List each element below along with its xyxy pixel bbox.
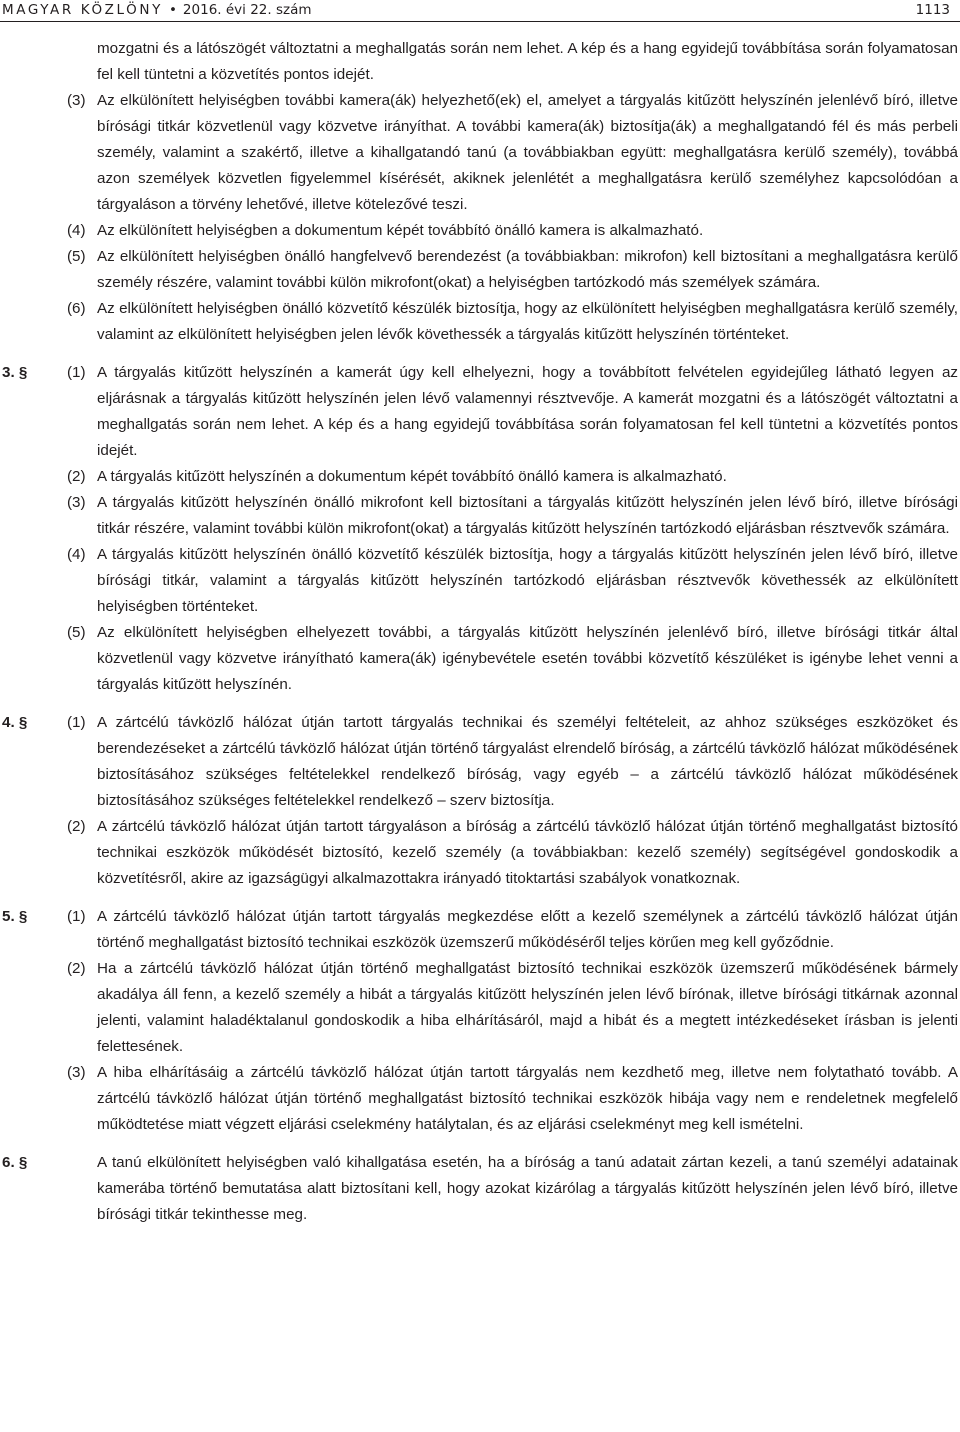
paragraph (0, 904, 958, 956)
paragraph (0, 710, 958, 814)
section-3 (0, 360, 958, 698)
paragraph-text: Az elkülönített helyiségben elhelyezett további, a tárgyalás kitűzött helyszínén jelenlévő bíró, illetve bírósági titkár által közvetlenül vagy közvetve irányítható kamera(ák) igénybevétele esetén további közvetítő készüléket is igénybe lehet venni a tárgyalás kitűzött helyszínén. (97, 624, 958, 693)
section-label: 3. § (2, 364, 28, 381)
paragraph-number: (3) (67, 92, 86, 109)
paragraph-text: A hiba elhárításáig a zártcélú távközlő hálózat útján tartott tárgyalás nem kezdhető meg, illetve nem folytatható tovább. A zártcélú távközlő hálózat útján történő meghallgatást biztosító technikai eszközök hibája vagy nem e rendeletnek megfelelő működtetése miatt végzett eljárási cselekmény hatálytalan, és az eljárási cselekményt meg kell ismételni. (97, 1064, 958, 1133)
paragraph-number: (2) (67, 468, 86, 485)
page-number: 1113 (915, 2, 950, 18)
paragraph (0, 296, 958, 348)
paragraph (0, 360, 958, 464)
paragraph (0, 542, 958, 620)
paragraph-text: A tárgyalás kitűzött helyszínén a dokumentum képét továbbító önálló kamera is alkalmazható. (97, 468, 727, 485)
paragraph-number: (3) (67, 494, 86, 511)
paragraph-number: (1) (67, 364, 86, 381)
paragraph (0, 88, 958, 218)
header-left (2, 2, 312, 18)
journal-title: MAGYAR KÖZLÖNY (2, 2, 163, 18)
paragraph-text: A tárgyalás kitűzött helyszínén önálló mikrofont kell biztosítani a tárgyalás kitűzött helyszínén jelen lévő bíró, illetve bírósági titkár részére, valamint további külön mikrofont(okat) a tárgyalás kitűzött helyszínén tartózkodó eljárásban résztvevők számára. (97, 494, 958, 537)
paragraph-number: (4) (67, 546, 86, 563)
section-4 (0, 710, 958, 892)
paragraph-number: (1) (67, 908, 86, 925)
paragraph-text: A zártcélú távközlő hálózat útján tartott tárgyaláson a bíróság a zártcélú távközlő hálózat útján történő meghallgatást biztosító technikai eszközök működését biztosító, kezelő személy (a továbbiakban: kezelő személy) segítségével gondoskodik a közvetítésről, akire az igazságügyi alkalmazottakra irányadó titoktartási szabályok vonatkoznak. (97, 818, 958, 887)
section-5 (0, 904, 958, 1138)
paragraph (0, 218, 958, 244)
paragraph-text: Az elkülönített helyiségben önálló hangfelvevő berendezést (a továbbiakban: mikrofon) kell biztosítani a meghallgatásra kerülő személy részére, valamint további külön mikrofont(okat) a helyiségben tartózkodó más személyek számára. (97, 248, 958, 291)
paragraph (0, 244, 958, 296)
paragraph-text: A tárgyalás kitűzött helyszínén önálló közvetítő készülék biztosítja, hogy a tárgyalás kitűzött helyszínén jelen lévő bíró, illetve bírósági titkár, valamint a tárgyalás kitűzött helyszínén tartózkodó eljárásban résztvevők követhessék az elkülönített helyiségben történteket. (97, 546, 958, 615)
paragraph-number: (2) (67, 818, 86, 835)
document-body (0, 36, 958, 1228)
section-label: 5. § (2, 908, 28, 925)
paragraph (0, 956, 958, 1060)
paragraph-text: A zártcélú távközlő hálózat útján tartott tárgyalás technikai és személyi feltételeit, az ahhoz szükséges eszközöket és berendezéseket a zártcélú távközlő hálózat útján történő tárgyalást elrendelő bíróság, a zártcélú távközlő hálózat működésének biztosításához szükséges feltételekkel rendelkező bíróság, vagy egyéb – a zártcélú távközlő hálózat működésének biztosításához szükséges feltételekkel rendelkező – szerv biztosítja. (97, 714, 958, 809)
header-rule (0, 21, 960, 22)
issue-date: 2016. évi 22. szám (182, 2, 312, 18)
paragraph-text: mozgatni és a látószögét változtatni a meghallgatás során nem lehet. A kép és a hang egyidejű továbbítása során folyamatosan fel kell tüntetni a közvetítés pontos idejét. (97, 40, 958, 83)
section-6 (0, 1150, 958, 1228)
paragraph-number: (5) (67, 248, 86, 265)
paragraph (0, 490, 958, 542)
paragraph-text: A zártcélú távközlő hálózat útján tartott tárgyalás megkezdése előtt a kezelő személynek a zártcélú távközlő hálózat útján történő meghallgatást biztosító technikai eszközök üzemszerű működéséről teljes körűen meg kell győződnie. (97, 908, 958, 951)
intro-continuation (0, 36, 958, 88)
paragraph-number: (6) (67, 300, 86, 317)
paragraph-text: A tanú elkülönített helyiségben való kihallgatása esetén, ha a bíróság a tanú adatait zártan kezeli, a tanú személyi adatainak kamerába történő bemutatása alatt biztosítani kell, hogy azokat kizárólag a tárgyalás kitűzött helyszínén jelen lévő bíró, illetve bírósági titkár tekinthesse meg. (97, 1154, 958, 1223)
paragraph (0, 1150, 958, 1228)
paragraph-text: Ha a zártcélú távközlő hálózat útján történő meghallgatást biztosító technikai eszközök üzemszerű működésének bármely akadálya áll fenn, a kezelő személy a hibát a tárgyalás kitűzött helyszínén jelen lévő bírónak, illetve bírósági titkárnak azonnal jelenti, valamint haladéktalanul gondoskodik a hiba elhárításáról, majd a hibát és a megtett intézkedéseket írásban is jelenti felettesének. (97, 960, 958, 1055)
paragraph (0, 814, 958, 892)
paragraph-text: Az elkülönített helyiségben további kamera(ák) helyezhető(ek) el, amelyet a tárgyalás kitűzött helyszínén jelenlévő bíró, illetve bírósági titkár közvetlenül vagy közvetve irányíthat. A további kamera(ák) biztosítja(ák) a meghallgatandó fél és más perbeli személy, valamint a szakértő, illetve a kihallgatandó tanú (a továbbiakban együtt: meghallgatásra kerülő személy), továbbá azon személyek közvetlen figyelemmel kísérését, akiknek jelenlétét a meghallgatásra kerülő személyhez kapcsolódóan a tárgyaláson a törvény lehetővé, illetve kötelezővé teszi. (97, 92, 958, 213)
paragraph-number: (4) (67, 222, 86, 239)
bullet-separator: • (168, 2, 177, 18)
paragraph-text: Az elkülönített helyiségben önálló közvetítő készülék biztosítja, hogy az elkülönített helyiségben meghallgatásra kerülő személy, valamint az elkülönített helyiségben jelen lévők követhessék a tárgyalás kitűzött helyszínén történteket. (97, 300, 958, 343)
paragraph-text: A tárgyalás kitűzött helyszínén a kamerát úgy kell elhelyezni, hogy a továbbított felvételen egyidejűleg látható legyen az eljárásnak a tárgyalás kitűzött helyszínén jelen lévő valamennyi résztvevője. A kamerát mozgatni és a látószögét változtatni a meghallgatás során nem lehet. A kép és a hang egyidejű továbbítása során folyamatosan fel kell tüntetni a közvetítés pontos idejét. (97, 364, 958, 459)
section-label: 6. § (2, 1154, 28, 1171)
paragraph-number: (1) (67, 714, 86, 731)
section-label: 4. § (2, 714, 28, 731)
page-header (0, 0, 960, 22)
paragraph (0, 464, 958, 490)
paragraph-number: (2) (67, 960, 86, 977)
paragraph (0, 620, 958, 698)
paragraph (0, 1060, 958, 1138)
paragraph-text: Az elkülönített helyiségben a dokumentum képét továbbító önálló kamera is alkalmazható. (97, 222, 704, 239)
paragraph-number: (3) (67, 1064, 86, 1081)
paragraph-number: (5) (67, 624, 86, 641)
